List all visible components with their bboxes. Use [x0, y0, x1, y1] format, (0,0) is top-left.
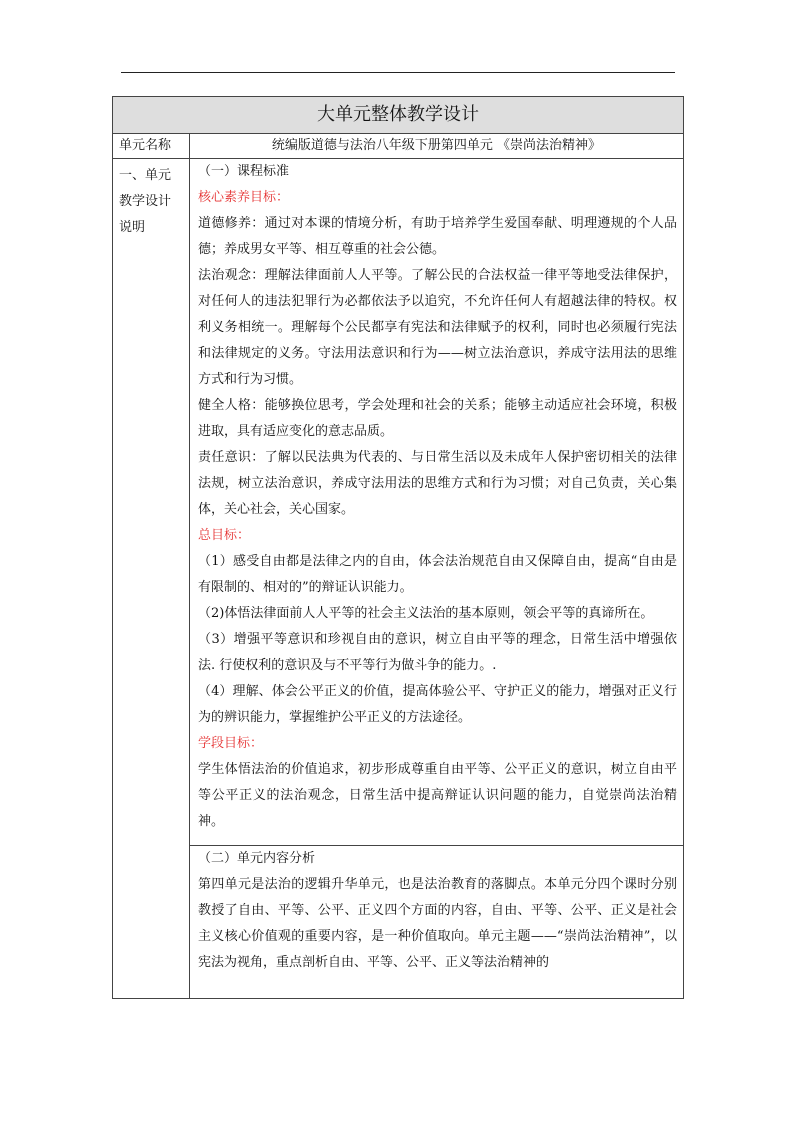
core-paragraph: 道德修养：通过对本课的情境分析，有助于培养学生爱国奉献、明理遵规的个人品德；养成男女平等、相互尊重的社会公德。 — [198, 216, 677, 257]
stage-paragraph: 学生体悟法治的价值追求，初步形成尊重自由平等、公平正义的意识，树立自由平等公平正义的法治观念，日常生活中提高辩证认识问题的能力，自觉崇尚法治精神。 — [198, 762, 677, 829]
overall-goals-heading: 总目标： — [198, 528, 251, 543]
unit-name-row — [113, 134, 684, 159]
section1-label-line: 教学设计 — [119, 194, 172, 209]
core-paragraph: 法治观念：理解法律面前人人平等。了解公民的合法权益一律平等地受法律保护，对任何人的违法犯罪行为必都依法予以追究，不允许任何人有超越法律的特权。权利义务相统一。理解每个公民都享有宪法和法律赋予的权利，同时也必须履行宪法和法律规定的义务。守法用法意识和行为——树立法治意识，养成守法用法的思维方式和行为习惯。 — [198, 268, 677, 387]
section1-label-line: 一、单元 — [119, 168, 172, 183]
title-row — [113, 97, 684, 134]
header-rule — [121, 72, 675, 73]
overall-paragraph: （3）增强平等意识和珍视自由的意识，树立自由平等的理念，日常生活中增强依法. 行使权利的意识及与不平等行为做斗争的能力。. — [198, 632, 677, 673]
overall-paragraph: （4）理解、体会公平正义的价值，提高体验公平、守护正义的能力，增强对正义行为的辨识能力，掌握维护公平正义的方法途径。 — [198, 684, 677, 725]
section1-row-standards — [113, 159, 684, 846]
overall-paragraph: （1）感受自由都是法律之内的自由，体会法治规范自由又保障自由，提高“自由是有限制的、相对的”的辩证认识能力。 — [198, 554, 677, 595]
part2-heading: （二）单元内容分析 — [198, 851, 316, 866]
section1-label-line: 说明 — [119, 220, 146, 235]
section1-label — [113, 159, 190, 999]
lesson-design-table — [112, 96, 684, 999]
core-paragraph: 责任意识：了解以民法典为代表的、与日常生活以及未成年人保护密切相关的法律法规，树立法治意识，养成守法用法的思维方式和行为习惯；对自己负责，关心集体，关心社会，关心国家。 — [198, 450, 677, 517]
stage-goals-heading: 学段目标： — [198, 736, 264, 751]
unit-name-label: 单元名称 — [113, 134, 190, 159]
overall-paragraph: （2)体悟法律面前人人平等的社会主义法治的基本原则，领会平等的真谛所在。 — [198, 606, 654, 621]
unit-content-analysis-cell — [190, 846, 684, 999]
part1-heading: （一）课程标准 — [198, 164, 290, 179]
part2-paragraph: 第四单元是法治的逻辑升华单元，也是法治教育的落脚点。本单元分四个课时分别教授了自由、平等、公平、正义四个方面的内容，自由、平等、公平、正义是社会主义核心价值观的重要内容，是一种价值取向。单元主题——“崇尚法治精神”，以宪法为视角，重点剖析自由、平等、公平、正义等法治精神的 — [198, 877, 677, 970]
core-paragraph: 健全人格：能够换位思考，学会处理和社会的关系；能够主动适应社会环境，积极进取，具有适应变化的意志品质。 — [198, 398, 677, 439]
section1-row-analysis — [113, 846, 684, 999]
core-literacy-heading: 核心素养目标： — [198, 190, 290, 205]
document-title: 大单元整体教学设计 — [113, 97, 684, 134]
unit-name-value: 统编版道德与法治八年级下册第四单元 《崇尚法治精神》 — [190, 134, 684, 159]
curriculum-standards-cell — [190, 159, 684, 846]
